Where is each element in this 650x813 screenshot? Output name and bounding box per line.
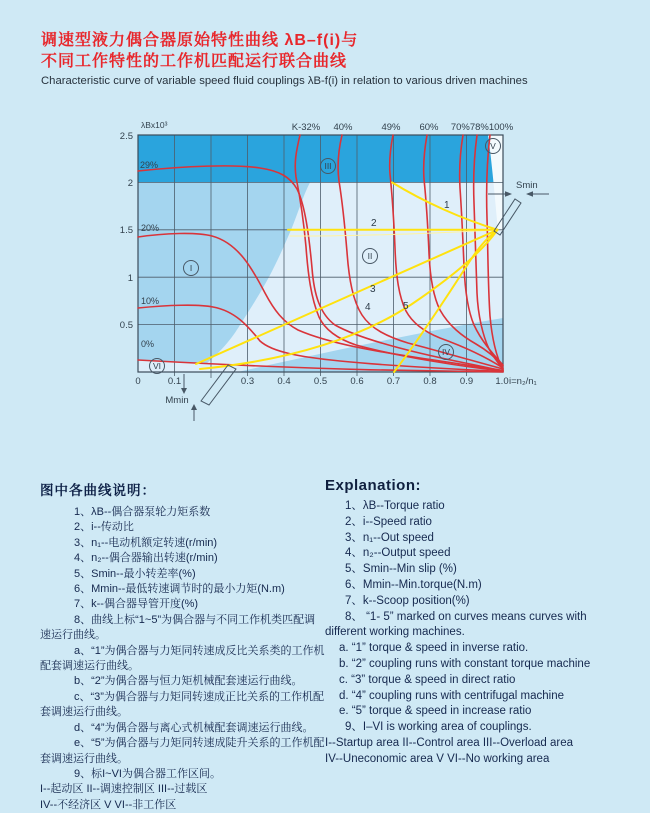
x-axis-title: i=n₂/n₁ (509, 376, 537, 387)
page-title-zh-line2: 不同工作特性的工作机匹配运行联合曲线 (41, 53, 348, 70)
curve-label-10pct: 10% (141, 296, 160, 306)
machine-curve-label-4: 4 (365, 302, 371, 313)
legend-item: c、“3”为偶合器与力矩同转速成正比关系的工作机配套调速运行曲线。 (40, 690, 324, 719)
legend-item: 8、 “1- 5” marked on curves means curves with different working machines. (325, 610, 587, 639)
y-tick-2: 2 (127, 178, 133, 189)
top-label-k32: K-32% (291, 122, 321, 133)
legend-item: 9、I–VI is working area of couplings. (345, 721, 532, 734)
legend-header-zh: 图中各曲线说明： (40, 483, 156, 498)
page-title-zh-line1: 调速型液力偶合器原始特性曲线 λB–f(i)与 (41, 32, 359, 49)
x-tick-0_5: 0.5 (313, 376, 328, 387)
legend-item: b、“2”为偶合器与恒力矩机械配套速运行曲线。 (74, 675, 303, 688)
x-tick-0_9: 0.9 (459, 376, 474, 387)
region-label-ii: II (367, 251, 373, 261)
legend-item: 4、n₂--偶合器输出转速(r/min) (74, 552, 218, 565)
smin-arrow-left (526, 191, 533, 197)
legend-item: 2、i--传动比 (74, 521, 134, 534)
curve-label-0pct: 0% (141, 339, 155, 349)
legend-item: IV--不经济区 V VI--非工作区 (40, 798, 177, 811)
legend-item: d. “4” coupling runs with centrifugal machine (339, 689, 565, 702)
x-tick-0_8: 0.8 (423, 376, 437, 387)
x-tick-1_0: 1.0 (495, 376, 509, 387)
legend-header-en: Explanation: (325, 477, 422, 494)
region-label-iv: IV (441, 347, 451, 357)
machine-curve-label-3: 3 (370, 284, 376, 295)
legend-item: IV--Uneconomic area V VI--No working area (325, 752, 550, 765)
mmin-callout (165, 365, 236, 421)
legend-item: 3、n₁--Out speed (345, 531, 434, 544)
x-tick-0: 0 (135, 376, 141, 387)
legend-items-zh (40, 505, 325, 813)
region-label-vi: VI (152, 361, 162, 371)
legend-column-en (325, 477, 630, 768)
legend-items-en (325, 499, 630, 768)
machine-curve-label-2: 2 (371, 218, 377, 229)
curve-label-20pct: 20% (141, 223, 160, 233)
x-tick-0_3: 0.3 (240, 376, 255, 387)
smin-label: Smin (516, 180, 538, 191)
x-tick-0_7: 0.7 (386, 376, 401, 387)
legend-item: 1、λB--Torque ratio (345, 500, 445, 512)
mmin-label: Mmin (165, 395, 189, 406)
x-tick-0_4: 0.4 (277, 376, 291, 387)
legend-item: 2、i--Speed ratio (345, 515, 432, 528)
legend-item: e. “5” torque & speed in increase ratio (339, 705, 532, 718)
legend-item: b. “2” coupling runs with constant torque machine (339, 657, 591, 670)
y-tick-0_5: 0.5 (119, 320, 133, 331)
top-label-60: 60% (419, 122, 439, 133)
legend-item: 3、n₁--电动机额定转速(r/min) (74, 536, 218, 549)
legend-item: c. “3” torque & speed in direct ratio (339, 673, 516, 686)
y-tick-2_5: 2.5 (119, 131, 133, 142)
y-tick-1_5: 1.5 (119, 225, 133, 236)
legend-item: a. “1” torque & speed in inverse ratio. (339, 642, 529, 655)
mmin-arrow-up (191, 404, 197, 410)
region-label-i: I (189, 263, 193, 273)
legend-item: 7、k--偶合器导管开度(%) (74, 598, 199, 611)
legend-item: 9、标I~VI为偶合器工作区间。 (74, 767, 221, 780)
mmin-arrow-down (181, 388, 187, 394)
curve-label-29pct: 29% (140, 160, 159, 170)
page-subtitle-en: Characteristic curve of variable speed fluid couplings λB-f(i) in relation to various driven machines (41, 75, 528, 87)
legend-item: 7、k--Scoop position(%) (345, 594, 470, 607)
legend-item: 4、n₂--Output speed (345, 547, 451, 560)
legend-item: 5、Smin--Min slip (%) (345, 563, 457, 576)
x-tick-labels (135, 376, 508, 387)
legend-item: 1、λB--偶合器泵轮力矩系数 (74, 506, 211, 518)
x-tick-0_1: 0.1 (167, 376, 182, 387)
y-tick-1: 1 (127, 273, 133, 284)
legend-item: I--Startup area II--Control area III--Overload area (325, 736, 573, 749)
legend-item: 8、曲线上标“1~5”为偶合器与不同工作机类匹配调速运行曲线。 (40, 613, 316, 642)
legend-column-zh (40, 479, 325, 813)
y-tick-labels (120, 131, 133, 331)
region-label-iii: III (324, 161, 332, 171)
top-label-70-78-100: 70%78%100% (450, 122, 514, 133)
smin-arrow-right (505, 191, 512, 197)
legend-item: a、“1”为偶合器与力矩同转速成反比关系类的工作机配套调速运行曲线。 (40, 644, 325, 673)
x-tick-0_6: 0.6 (350, 376, 364, 387)
legend-item: 5、Smin--最小转差率(%) (74, 567, 196, 580)
legend-item: e、“5”为偶合器与力矩同转速成陡升关系的工作机配套调速运行曲线。 (40, 737, 325, 765)
top-label-49: 49% (381, 122, 401, 133)
legend-item: 6、Mmin--最低转速调节时的最小力矩(N.m) (74, 583, 285, 596)
top-scoop-labels (292, 122, 514, 133)
y-axis-title: λBx10³ (141, 120, 168, 130)
top-label-40: 40% (333, 122, 353, 133)
legend-item: d、“4”为偶合器与离心式机械配套调速运行曲线。 (74, 721, 314, 734)
legend-item: 6、Mmin--Min.torque(N.m) (345, 578, 482, 591)
machine-curve-label-5: 5 (403, 301, 409, 312)
region-label-v: V (490, 141, 496, 151)
legend-item: I--起动区 II--调速控制区 III--过载区 (40, 783, 208, 796)
machine-curve-label-1: 1 (444, 200, 450, 211)
